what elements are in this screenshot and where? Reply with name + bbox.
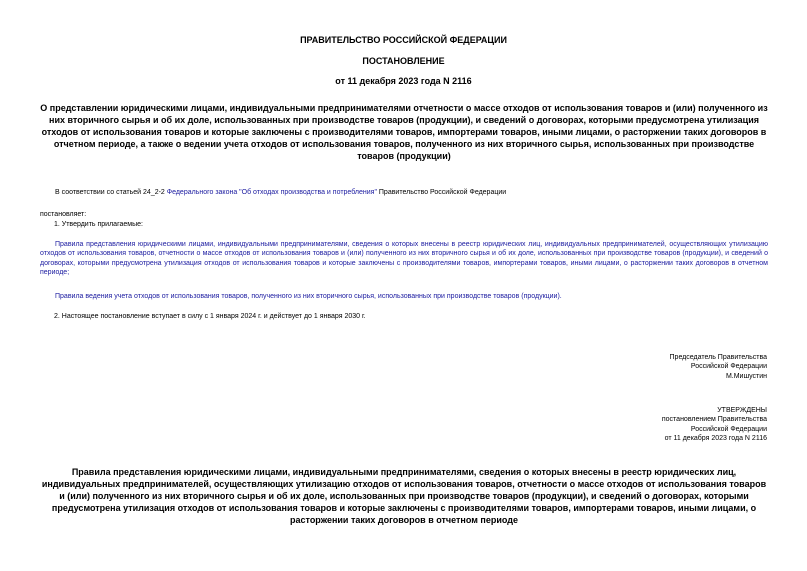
item-1-text: 1. Утвердить прилагаемые: [54,221,143,228]
signature-position: Председатель Правительства [669,354,767,361]
signature-block [670,353,767,381]
signature-country: Российской Федерации [690,363,767,371]
resolution-title: О представлении юридическими лицами, индивидуальными предпринимателями отчетности о массе отходов от использования товаров и (или) полученного из них вторичного сырья и об их доле, использованных при производстве товаров (продукции), и сведений о договорах, которыми предусмотрена утилизация отходов от использования товаров и которые заключены с производителями товаров, импортерами товаров, иными лицами, о расторжении таких договоров в отчетном периоде, а также о ведении учета отходов от использования товаров, полученного из них вторичного сырья, использованных при производстве товаров (продукции) [40,103,768,161]
rules-accounting-link[interactable]: Правила ведения учета отходов от использования товаров, полученного из них вторичного сырья, использованных при производстве товаров (продукции). [55,293,562,300]
legal-basis-suffix: Правительство Российской Федерации [376,189,507,196]
authority-heading: ПРАВИТЕЛЬСТВО РОССИЙСКОЙ ФЕДЕРАЦИИ [300,35,507,45]
item-2-text: 2. Настоящее постановление вступает в силу с 1 января 2024 г. и действует до 1 января 2030 г. [54,313,366,320]
rules-reporting-link[interactable]: Правила представления юридическими лицами, индивидуальными предпринимателями, сведения о которых внесены в реестр юридических лиц, индивидуальных предпринимателей, осуществляющих утилизацию отходов от использования товаров, отчетности о массе отходов от использования товаров и (или) полученного из них вторичного сырья и об их доле, использованных при производстве товаров (продукции), и сведений о договорах, которыми предусмотрена утилизация отходов от использования товаров и которые заключены с производителями товаров, импортерами товаров, иными лицами, о расторжении таких договоров в отчетном периоде; [40,241,768,277]
approval-line-2: постановлением Правительства [661,416,767,424]
approval-stamp [662,406,767,444]
rules-title: Правила представления юридическими лицами, индивидуальными предпринимателями, сведения о которых внесены в реестр юридических лиц, индивидуальных предпринимателей, осуществляющих утилизацию отходов от использования товаров, отчетности о массе отходов от использования товаров и (или) полученного из них вторичного сырья и об их доле, использованных при производстве товаров (продукции), и сведений о договорах, которыми предусмотрена утилизация отходов от использования товаров и которые заключены с производителями товаров, импортерами товаров, иными лицами, о расторжении таких договоров в отчетном периоде [41,467,767,525]
approval-date: от 11 декабря 2023 года N 2116 [664,435,767,443]
approval-heading: УТВЕРЖДЕНЫ [717,407,767,414]
signature-name: М.Мишустин [725,372,767,380]
document-type-heading: ПОСТАНОВЛЕНИЕ [362,56,445,66]
legal-basis-prefix: В соответствии со статьей 24_2-2 [55,189,167,196]
date-number-heading: от 11 декабря 2023 года N 2116 [335,76,472,86]
federal-law-link[interactable]: Федерального закона "Об отходах производства и потребления" [166,189,377,196]
resolves-text: постановляет: [40,211,87,218]
legal-basis-paragraph [55,188,506,197]
approval-line-3: Российской Федерации [690,425,767,433]
